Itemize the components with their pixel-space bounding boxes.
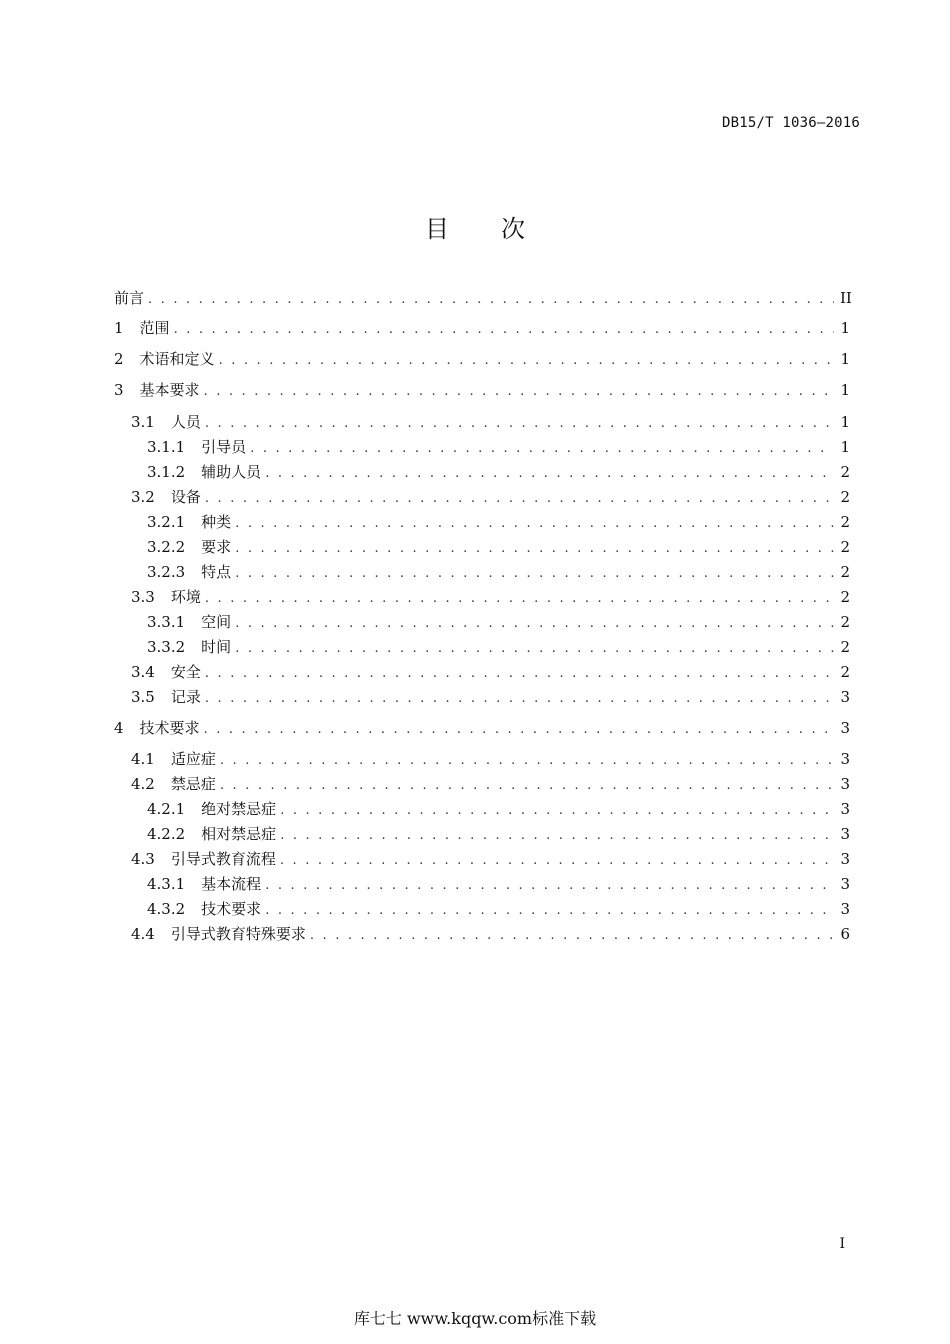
toc-entry-number: 4.3	[131, 850, 155, 868]
toc-entry-label: 环境	[170, 588, 201, 606]
toc-entry-page: 2	[840, 588, 850, 606]
toc-leader-dots	[220, 775, 834, 797]
toc-entry[interactable]	[114, 773, 850, 795]
toc-entry-label: 特点	[201, 563, 232, 581]
toc-leader-dots	[235, 563, 834, 585]
toc-leader-dots	[220, 750, 834, 772]
toc-leader-dots	[235, 613, 834, 635]
toc-entry[interactable]	[114, 748, 850, 770]
toc-entry-label: 基本要求	[139, 381, 200, 399]
toc-entry-number: 3	[114, 381, 124, 399]
toc-entry-label: 空间	[201, 613, 232, 631]
toc-entry[interactable]	[114, 411, 850, 433]
toc-entry-label: 前言	[114, 289, 145, 307]
toc-entry-label: 技术要求	[139, 719, 200, 737]
toc-entry-label: 要求	[201, 538, 232, 556]
toc-entry[interactable]	[114, 798, 850, 820]
toc-entry-page: 1	[840, 438, 850, 456]
toc-entry-page: 3	[840, 750, 850, 768]
toc-entry-number: 3.1.1	[147, 438, 186, 456]
toc-entry[interactable]	[114, 636, 850, 658]
toc-entry-label: 绝对禁忌症	[201, 800, 277, 818]
toc-entry[interactable]	[114, 923, 850, 945]
toc-entry[interactable]	[114, 436, 850, 458]
toc-entry-page: 2	[840, 513, 850, 531]
toc-entry-number: 3.2	[131, 488, 155, 506]
toc-entry-label: 设备	[170, 488, 201, 506]
toc-entry-number: 4.2	[131, 775, 155, 793]
toc-entry-number: 4.2.1	[147, 800, 186, 818]
toc-entry[interactable]	[114, 379, 850, 401]
toc-entry-page: 3	[840, 800, 850, 818]
toc-entry-label: 适应症	[170, 750, 216, 768]
toc-entry-number: 4	[114, 719, 124, 737]
toc-leader-dots	[265, 463, 834, 485]
toc-entry[interactable]	[114, 317, 850, 339]
toc-leader-dots	[219, 350, 834, 372]
toc-entry-number: 3.1.2	[147, 463, 186, 481]
toc-entry[interactable]	[114, 873, 850, 895]
toc-entry-page: 2	[840, 613, 850, 631]
toc-entry-number: 4.2.2	[147, 825, 186, 843]
toc-entry-number: 3.1	[131, 413, 155, 431]
toc-entry-label: 人员	[170, 413, 201, 431]
toc-leader-dots	[205, 413, 834, 435]
toc-entry-number: 4.4	[131, 925, 155, 943]
toc-entry[interactable]	[114, 898, 850, 920]
toc-entry-page: 2	[840, 663, 850, 681]
toc-entry-page: 1	[840, 319, 850, 337]
standard-code: DB15/T 1036—2016	[721, 115, 860, 131]
page-number: I	[839, 1236, 845, 1252]
toc-entry-number: 2	[114, 350, 124, 368]
toc-entry-page: 3	[840, 688, 850, 706]
toc-entry-label: 范围	[139, 319, 170, 337]
title-char-1: 目	[425, 215, 449, 243]
toc-entry[interactable]	[114, 287, 850, 309]
toc-entry[interactable]	[114, 717, 850, 739]
toc-leader-dots	[204, 381, 834, 403]
toc-entry-label: 辅助人员	[201, 463, 262, 481]
toc-entry[interactable]	[114, 348, 850, 370]
toc-entry-number: 3.2.3	[147, 563, 186, 581]
toc-entry-number: 3.3	[131, 588, 155, 606]
toc-entry[interactable]	[114, 486, 850, 508]
toc-entry-label: 术语和定义	[139, 350, 215, 368]
toc-entry-page: 3	[840, 719, 850, 737]
toc-entry-number: 3.3.2	[147, 638, 186, 656]
toc-entry-page: 1	[840, 350, 850, 368]
toc-leader-dots	[235, 513, 834, 535]
toc-entry-label: 引导式教育流程	[170, 850, 276, 868]
toc-leader-dots	[280, 850, 834, 872]
toc-entry-label: 安全	[170, 663, 201, 681]
toc-entry-number: 1	[114, 319, 124, 337]
toc-leader-dots	[310, 925, 834, 947]
toc-entry-page: 3	[840, 825, 850, 843]
toc-entry-page: 2	[840, 488, 850, 506]
toc-entry-page: 3	[840, 775, 850, 793]
toc-entry-label: 引导员	[201, 438, 247, 456]
toc-entry-number: 3.3.1	[147, 613, 186, 631]
toc-entry-number: 3.4	[131, 663, 155, 681]
toc-entry-page: 2	[840, 538, 850, 556]
toc-entry-page: 3	[840, 850, 850, 868]
toc-entry[interactable]	[114, 511, 850, 533]
toc-entry-page: 3	[840, 875, 850, 893]
toc-entry[interactable]	[114, 823, 850, 845]
toc-entry-label: 相对禁忌症	[201, 825, 277, 843]
toc-entry-page: 2	[840, 463, 850, 481]
toc-leader-dots	[265, 875, 834, 897]
toc-entry-page: 1	[840, 413, 850, 431]
toc-entry[interactable]	[114, 661, 850, 683]
toc-leader-dots	[205, 488, 834, 510]
toc-leader-dots	[148, 289, 834, 311]
toc-entry[interactable]	[114, 848, 850, 870]
toc-entry-number: 3.5	[131, 688, 155, 706]
toc-entry-number: 3.2.2	[147, 538, 186, 556]
toc-entry-number: 3.2.1	[147, 513, 186, 531]
toc-entry-page: 1	[840, 381, 850, 399]
toc-entry[interactable]	[114, 586, 850, 608]
toc-leader-dots	[205, 688, 834, 710]
toc-entry-page: 6	[840, 925, 850, 943]
page-title	[0, 209, 950, 244]
toc-leader-dots	[205, 663, 834, 685]
toc-entry-number: 4.3.2	[147, 900, 186, 918]
toc-entry-label: 记录	[170, 688, 201, 706]
toc-entry-number: 4.1	[131, 750, 155, 768]
toc-entry-label: 技术要求	[201, 900, 262, 918]
toc-entry[interactable]	[114, 536, 850, 558]
toc-entry[interactable]	[114, 686, 850, 708]
toc-entry-label: 基本流程	[201, 875, 262, 893]
toc-leader-dots	[280, 800, 834, 822]
toc-entry-label: 种类	[201, 513, 232, 531]
toc-entry-page: 2	[840, 638, 850, 656]
toc-leader-dots	[235, 538, 834, 560]
toc-leader-dots	[205, 588, 834, 610]
toc-entry-number: 4.3.1	[147, 875, 186, 893]
toc-leader-dots	[280, 825, 834, 847]
toc-leader-dots	[204, 719, 834, 741]
toc-entry-page: 2	[840, 563, 850, 581]
title-char-2: 次	[501, 215, 525, 243]
toc-leader-dots	[265, 900, 834, 922]
toc-entry[interactable]	[114, 561, 850, 583]
toc-entry[interactable]	[114, 461, 850, 483]
footer-watermark: 库七七 www.kqqw.com标准下载	[353, 1309, 597, 1328]
toc-entry-page: 3	[840, 900, 850, 918]
toc-entry-label: 时间	[201, 638, 232, 656]
toc-entry-label: 引导式教育特殊要求	[170, 925, 306, 943]
toc-leader-dots	[174, 319, 834, 341]
toc-leader-dots	[250, 438, 834, 460]
toc-leader-dots	[235, 638, 834, 660]
toc-entry-label: 禁忌症	[170, 775, 216, 793]
toc-entry[interactable]	[114, 611, 850, 633]
toc-entry-page: II	[840, 289, 852, 307]
